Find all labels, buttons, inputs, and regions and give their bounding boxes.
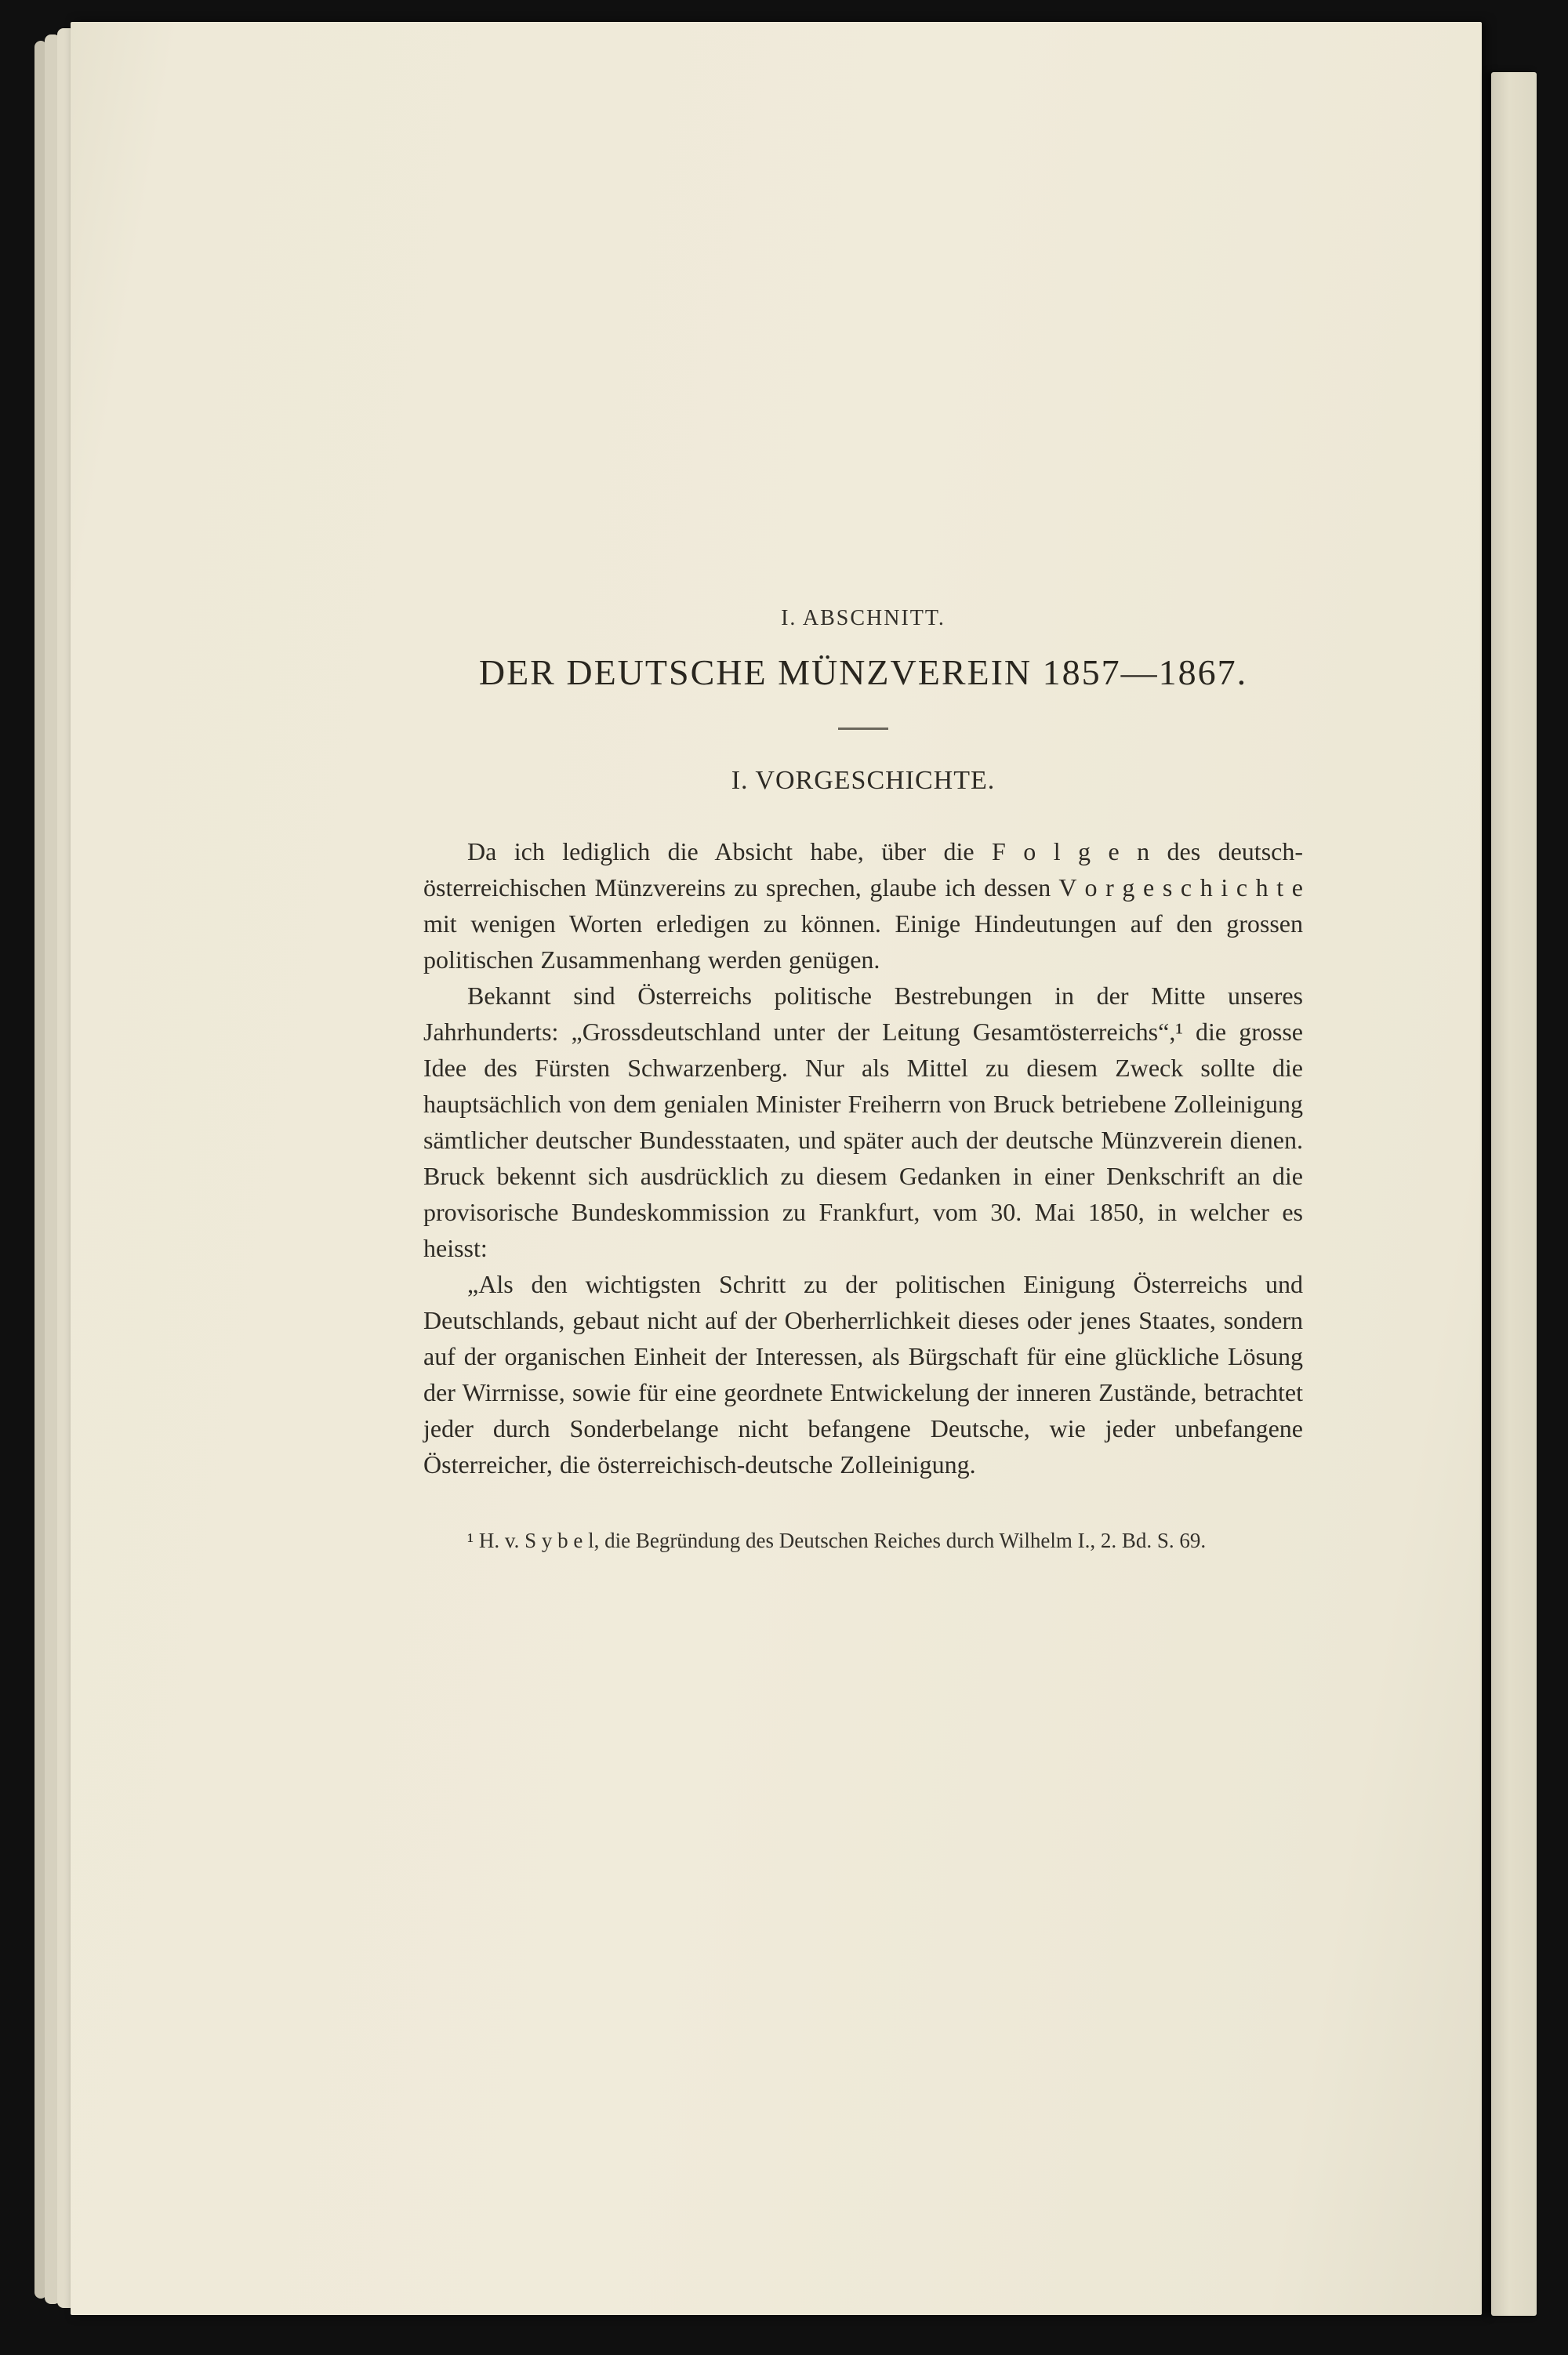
adjacent-page-edge	[1491, 72, 1537, 2316]
text-block	[423, 606, 1303, 1556]
paragraph: Bekannt sind Österreichs politische Bestrebungen in der Mitte unseres Jahrhunderts: „Grossdeutschland unter der Leitung Gesamtösterreichs“,¹ die grosse Idee des Fürsten Schwarzenberg. Nur als Mittel zu diesem Zweck sollte die hauptsächlich von dem genialen Minister Freiherrn von Bruck betriebene Zolleinigung sämtlicher deutscher Bundesstaaten, und später auch der deutsche Münzverein dienen. Bruck bekennt sich ausdrücklich zu diesem Gedanken in einer Denkschrift an die provisorische Bundeskommission zu Frankfurt, vom 30. Mai 1850, in welcher es heisst:	[423, 982, 1303, 1262]
book-page	[71, 22, 1482, 2315]
paragraph: Da ich lediglich die Absicht habe, über die F o l g e n des deutsch-österreichischen Münzvereins zu sprechen, glaube ich dessen V o r g e s c h i c h t e mit wenigen Worten erledigen zu können. Einige Hindeutungen auf den grossen politischen Zusammenhang werden genügen.	[423, 837, 1303, 974]
section-label: I. ABSCHNITT.	[781, 606, 946, 630]
footnote: ¹ H. v. S y b e l, die Begründung des Deutschen Reiches durch Wilhelm I., 2. Bd. S. 69.	[467, 1529, 1207, 1552]
body-text	[423, 833, 1303, 1482]
paragraph: „Als den wichtigsten Schritt zu der politischen Einigung Österreichs und Deutschlands, gebaut nicht auf der Oberherrlichkeit dieses oder jenes Staates, sondern auf der organischen Einheit der Interessen, als Bürgschaft für eine glückliche Lösung der Wirrnisse, sowie für eine geordnete Entwickelung der inneren Zustände, betrachtet jeder durch Sonderbelange nicht befangene Deutsche, wie jeder unbefangene Österreicher, die österreichisch-deutsche Zolleinigung.	[423, 1270, 1303, 1479]
subsection-heading: I. VORGESCHICHTE.	[731, 766, 996, 795]
page-title: DER DEUTSCHE MÜNZVEREIN 1857—1867.	[478, 652, 1248, 692]
section-divider	[838, 728, 888, 730]
